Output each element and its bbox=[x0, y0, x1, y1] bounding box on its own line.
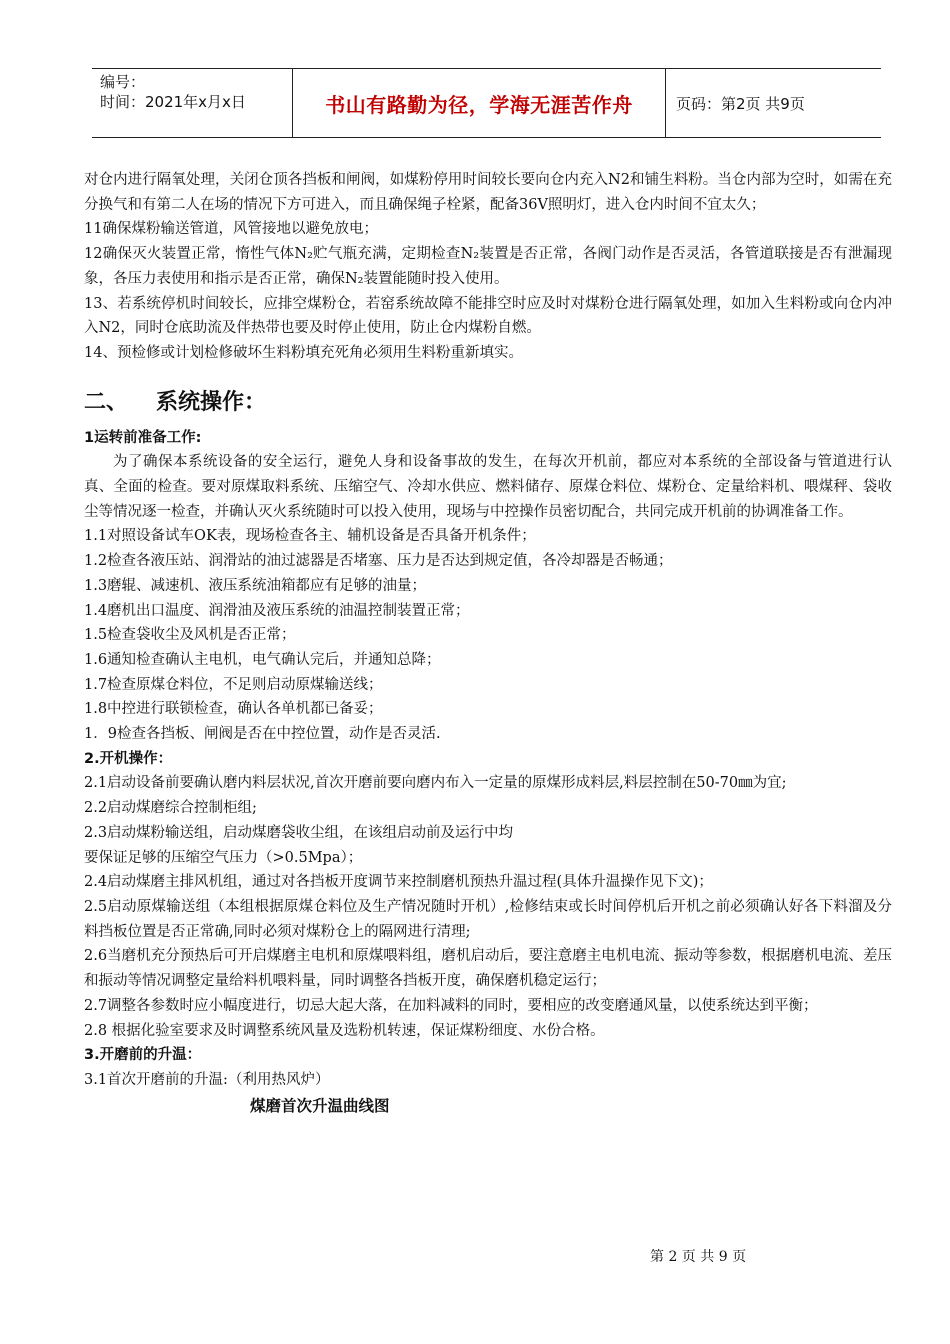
paragraph: 13、若系统停机时间较长，应排空煤粉仓，若窑系统故障不能排空时应及时对煤粉仓进行隔氧处理，如加入生料粉或向仓内冲入N2，同时仓底助流及伴热带也要及时停止使用，防止仓内煤粉自燃。 bbox=[84, 295, 892, 337]
section-title: 系统操作： bbox=[156, 389, 267, 415]
list-item: 1.7检查原煤仓料位，不足则启动原煤输送线； bbox=[84, 676, 383, 693]
list-item: 要保证足够的压缩空气压力（>0.5Mpa）； bbox=[84, 849, 363, 866]
header-motto-cell bbox=[292, 69, 666, 137]
list-item: 3.1首次开磨前的升温:（利用热风炉） bbox=[84, 1071, 330, 1088]
header-info-cell bbox=[92, 69, 292, 137]
list-item: 2.3启动煤粉输送组，启动煤磨袋收尘组，在该组启动前及运行中均 bbox=[84, 824, 514, 841]
section-number: 二、 bbox=[84, 389, 129, 415]
list-item: 1.5检查袋收尘及风机是否正常； bbox=[84, 627, 296, 644]
list-item: 2.8 根据化验室要求及时调整系统风量及选粉机转速，保证煤粉细度、水份合格。 bbox=[84, 1022, 605, 1039]
header-page-number: 页码：第2页 共9页 bbox=[676, 94, 805, 113]
document-time-label: 时间：2021年x月x日 bbox=[100, 93, 246, 111]
list-item: 2.7调整各参数时应小幅度进行，切忌大起大落，在加料减料的同时，要相应的改变磨通风量，以使系统达到平衡； bbox=[84, 997, 818, 1014]
header-motto: 书山有路勤为径，学海无涯苦作舟 bbox=[325, 92, 633, 117]
list-item: 2.1启动设备前要确认磨内料层状况,首次开磨前要向磨内布入一定量的原煤形成料层,料层控制在50-70㎜为宜; bbox=[84, 775, 787, 792]
document-number-label: 编号： bbox=[100, 73, 146, 91]
subsection-heading: 1运转前准备工作: bbox=[84, 429, 202, 446]
paragraph: 12确保灭火装置正常，惰性气体N₂贮气瓶充满，定期检查N₂装置是否正常，各阀门动作是否灵活，各管道联接是否有泄漏现象，各压力表使用和指示是否正常，确保N₂装置能随时投入使用。 bbox=[84, 246, 892, 287]
list-item: 2.2启动煤磨综合控制柜组; bbox=[84, 800, 257, 817]
list-item: 1.8中控进行联锁检查，确认各单机都已备妥； bbox=[84, 701, 383, 718]
paragraph: 14、预检修或计划检修破坏生料粉填充死角必须用生料粉重新填实。 bbox=[84, 344, 523, 361]
list-item: 1.4磨机出口温度、润滑油及液压系统的油温控制装置正常； bbox=[84, 602, 470, 619]
subsection-heading: 2.开机操作： bbox=[84, 750, 173, 767]
page-footer: 第 2 页 共 9 页 bbox=[650, 1249, 747, 1265]
list-item: 1.2检查各液压站、润滑站的油过滤器是否堵塞、压力是否达到规定值，各冷却器是否畅通； bbox=[84, 553, 673, 570]
paragraph: 为了确保本系统设备的安全运行，避免人身和设备事故的发生，在每次开机前，都应对本系统的全部设备与管道进行认真、全面的检查。要对原煤取料系统、压缩空气、冷却水供应、燃料储存、原煤仓料位、煤粉仓、定量给料机、喂煤秤、袋收尘等情况逐一检查，并确认灭火系统随时可以投入使用，现场与中控操作员密切配合，共同完成开机前的协调准备工作。 bbox=[84, 454, 892, 520]
subsection-heading: 3.开磨前的升温： bbox=[84, 1047, 202, 1064]
list-item: 2.6当磨机充分预热后可开启煤磨主电机和原煤喂料组，磨机启动后，要注意磨主电机电流、振动等参数，根据磨机电流、差压和振动等情况调整定量给料机喂料量，同时调整各挡板开度，确保磨机稳定运行； bbox=[84, 948, 892, 990]
chart-caption: 煤磨首次升温曲线图 bbox=[250, 1096, 390, 1115]
list-item: 1．9检查各挡板、闸阀是否在中控位置，动作是否灵活. bbox=[84, 726, 441, 743]
section-heading bbox=[84, 388, 892, 418]
page-header bbox=[92, 68, 881, 138]
list-item: 1.6通知检查确认主电机，电气确认完后，并通知总降； bbox=[84, 651, 441, 668]
paragraph: 11确保煤粉输送管道，风管接地以避免放电； bbox=[84, 221, 378, 238]
list-item: 2.5启动原煤输送组（本组根据原煤仓料位及生产情况随时开机）,检修结束或长时间停机后开机之前必须确认好各下料溜及分料挡板位置是否正常确,同时必须对煤粉仓上的隔网进行清理; bbox=[84, 898, 892, 940]
list-item: 2.4启动煤磨主排风机组，通过对各挡板开度调节来控制磨机预热升温过程(具体升温操作见下文)； bbox=[84, 874, 713, 891]
list-item: 1.3磨辊、减速机、液压系统油箱都应有足够的油量； bbox=[84, 577, 427, 594]
header-page-cell bbox=[666, 69, 881, 137]
paragraph: 对仓内进行隔氧处理，关闭仓顶各挡板和闸阀，如煤粉停用时间较长要向仓内充入N2和铺生料粉。当仓内部为空时，如需在充分换气和有第二人在场的情况下方可进入，而且确保绳子栓紧，配备36V照明灯，进入仓内时间不宜太久； bbox=[84, 172, 892, 213]
document-body bbox=[84, 168, 892, 1119]
list-item: 1.1对照设备试车OK表，现场检查各主、辅机设备是否具备开机条件； bbox=[84, 528, 536, 545]
